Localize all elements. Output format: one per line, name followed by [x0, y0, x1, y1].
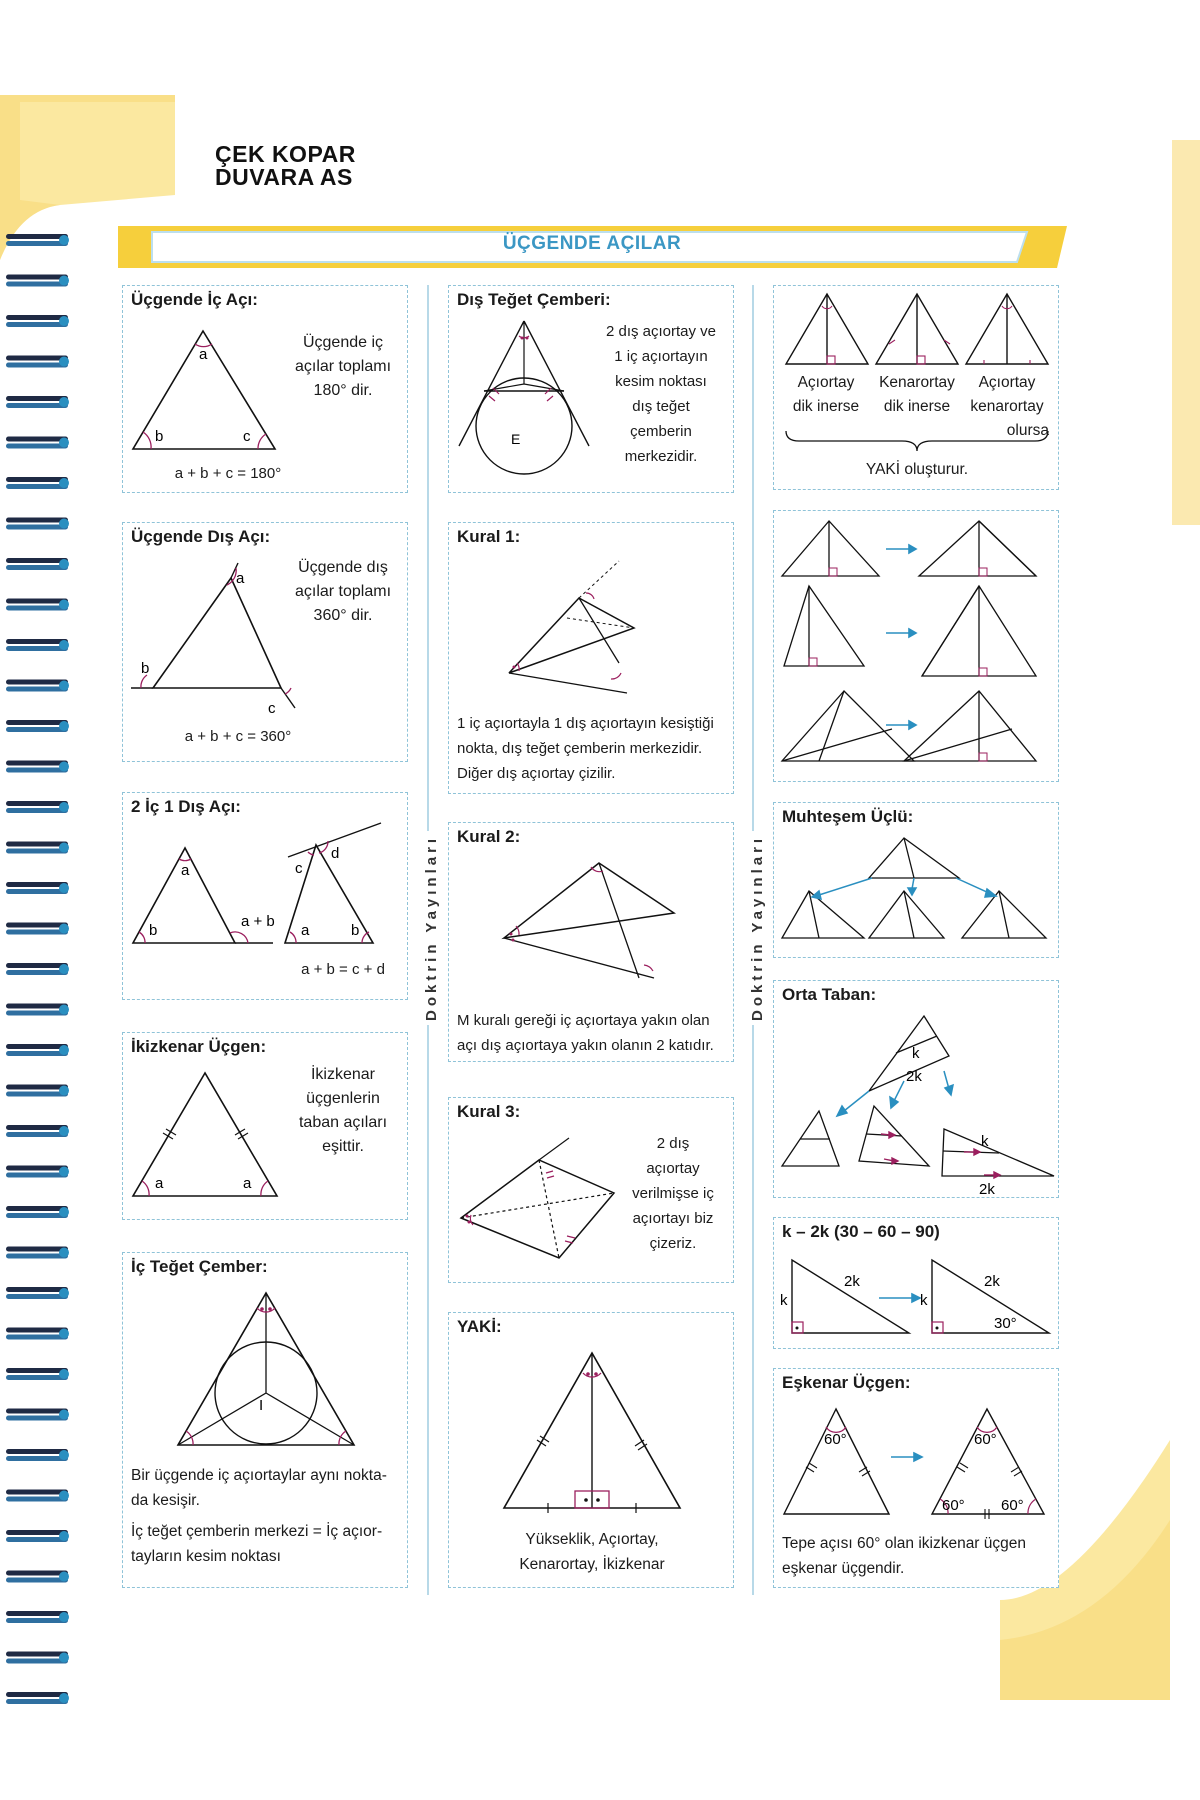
- angle-label-60: 60°: [942, 1497, 965, 1514]
- text-line: Açıortay: [797, 374, 855, 391]
- angle-label: d: [331, 845, 340, 862]
- card-title: Üçgende İç Açı:: [131, 290, 258, 309]
- text-line: da kesişir.: [131, 1492, 200, 1509]
- card-kural-1: [448, 522, 734, 794]
- text-line: dış teğet: [632, 398, 690, 415]
- text-line: Kenarortay: [879, 374, 955, 391]
- spiral-coil: [6, 1368, 69, 1380]
- card-yaki-rules: [773, 285, 1059, 490]
- card-text: [782, 1531, 1058, 1581]
- card-title: Kural 2:: [457, 827, 521, 846]
- spiral-coil: [6, 437, 69, 449]
- card-triangle-transforms: [773, 510, 1059, 782]
- text-line: çizeriz.: [649, 1235, 697, 1252]
- page-title: ÜÇGENDE AÇILAR: [502, 233, 682, 254]
- text-line: Kenarortay, İkizkenar: [519, 1556, 665, 1573]
- card-kural-3: [448, 1097, 734, 1283]
- angle-label-b: b: [141, 660, 150, 677]
- yaki-rule-1: [776, 371, 876, 419]
- card-title: İkizkenar Üçgen:: [131, 1037, 267, 1056]
- orta-taban-label: 2k: [906, 1068, 922, 1085]
- card-title: Üçgende Dış Açı:: [131, 527, 271, 546]
- text-line: açılar toplamı: [294, 583, 392, 600]
- text-line: üçgenlerin: [306, 1090, 380, 1107]
- side-label-right: Doktrin Yayınları: [743, 831, 772, 1025]
- card-title: k – 2k (30 – 60 – 90): [782, 1222, 940, 1241]
- card-text: [457, 1008, 733, 1058]
- spiral-coil: [6, 599, 69, 611]
- spiral-coil: [6, 1692, 69, 1704]
- spiral-coil: [6, 923, 69, 935]
- card-title: Dış Teğet Çemberi:: [457, 290, 611, 309]
- card-ic-teget: [122, 1252, 408, 1588]
- spiral-coil: [6, 1409, 69, 1421]
- text-line: Üçgende dış: [298, 559, 388, 576]
- spiral-binding: [0, 220, 75, 1710]
- spiral-coil: [6, 842, 69, 854]
- spiral-coil: [6, 680, 69, 692]
- text-line: Yükseklik, Açıortay,: [525, 1531, 659, 1548]
- formula: a + b + c = 180°: [174, 465, 282, 482]
- text-line: açıortayı biz: [632, 1210, 714, 1227]
- text-line: 360° dir.: [313, 607, 373, 624]
- angle-label-60: 60°: [974, 1431, 997, 1448]
- side-label-left: Doktrin Yayınları: [417, 831, 446, 1025]
- text-line: tayların kesim noktası: [131, 1548, 281, 1565]
- card-muhtesem: [773, 802, 1059, 958]
- spiral-coil: [6, 234, 69, 246]
- text-line: verilmişse iç: [632, 1185, 714, 1202]
- spiral-coil: [6, 1206, 69, 1218]
- angle-label-a: a: [199, 346, 208, 363]
- text-line: Bir üçgende iç açıortaylar aynı nokta-: [131, 1467, 387, 1484]
- card-kural-2: [448, 822, 734, 1062]
- text-line: 1 iç açıortayın: [614, 348, 708, 365]
- text-line: çemberin: [630, 423, 692, 440]
- text-line: 2 dış açıortay ve: [605, 323, 717, 340]
- spiral-coil: [6, 720, 69, 732]
- card-orta-taban: [773, 980, 1059, 1198]
- angle-label-c: c: [243, 428, 251, 445]
- spiral-coil: [6, 1449, 69, 1461]
- yaki-rule-3: [957, 371, 1057, 443]
- text-line: dik inerse: [883, 398, 951, 415]
- card-text: [131, 1463, 407, 1569]
- angle-label-60: 60°: [824, 1431, 847, 1448]
- angle-label: b: [149, 922, 158, 939]
- card-title: Orta Taban:: [782, 985, 877, 1004]
- card-eskenar: [773, 1368, 1059, 1588]
- text-line: 2 dış: [656, 1135, 690, 1152]
- text-line: açıortay: [646, 1160, 700, 1177]
- text-line: nokta, dış teğet çemberin merkezidir.: [457, 740, 703, 757]
- spiral-coil: [6, 1652, 69, 1664]
- spiral-coil: [6, 1611, 69, 1623]
- text-line: Diğer dış açıortay çizilir.: [457, 765, 616, 782]
- spiral-coil: [6, 315, 69, 327]
- spiral-coil: [6, 518, 69, 530]
- text-line: M kuralı gereği iç açıortaya yakın olan: [457, 1012, 710, 1029]
- card-title: Kural 3:: [457, 1102, 521, 1121]
- yaki-rule-2: [867, 371, 967, 419]
- brand-logo: [215, 143, 356, 189]
- spiral-coil: [6, 963, 69, 975]
- center-label: E: [511, 431, 521, 447]
- card-ikizkenar: [122, 1032, 408, 1220]
- card-title: Kural 1:: [457, 527, 521, 546]
- angle-label: a: [301, 922, 310, 939]
- text-line: İkizkenar: [310, 1066, 376, 1083]
- text-line: kesim noktası: [615, 373, 707, 390]
- angle-label-b: b: [155, 428, 164, 445]
- spiral-coil: [6, 275, 69, 287]
- card-title: 2 İç 1 Dış Açı:: [131, 797, 241, 816]
- spiral-coil: [6, 477, 69, 489]
- orta-taban-label: 2k: [979, 1181, 995, 1198]
- card-text: [589, 319, 733, 469]
- text-line: Açıortay: [978, 374, 1036, 391]
- spiral-coil: [6, 1571, 69, 1583]
- orta-taban-figure: [774, 981, 1060, 1199]
- card-text: [283, 1063, 403, 1159]
- spiral-coil: [6, 1490, 69, 1502]
- spiral-coil: [6, 1166, 69, 1178]
- card-dis-teget: [448, 285, 734, 493]
- orta-taban-label: k: [981, 1133, 989, 1150]
- k2k-figure: [774, 1218, 1060, 1350]
- text-line: eşkenar üçgendir.: [782, 1560, 905, 1577]
- k2k-label: 2k: [844, 1273, 860, 1290]
- brand-line-2: DUVARA AS: [215, 164, 353, 190]
- angle-label: a + b: [241, 913, 275, 930]
- orta-taban-label: k: [912, 1045, 920, 1062]
- angle-label: a: [181, 862, 190, 879]
- angle-label: c: [295, 860, 303, 877]
- card-text: [614, 1131, 732, 1256]
- card-title: YAKİ:: [457, 1317, 502, 1336]
- spiral-coil: [6, 396, 69, 408]
- spiral-coil: [6, 1125, 69, 1137]
- k2k-label: k: [780, 1292, 788, 1309]
- angle-label-a: a: [236, 570, 245, 587]
- spiral-coil: [6, 1530, 69, 1542]
- spiral-coil: [6, 639, 69, 651]
- text-line: olursa: [1006, 422, 1049, 439]
- spiral-coil: [6, 1044, 69, 1056]
- formula: a + b + c = 360°: [184, 728, 292, 745]
- k2k-label: 2k: [984, 1273, 1000, 1290]
- text-line: merkezidir.: [624, 448, 698, 465]
- card-k2k: [773, 1217, 1059, 1349]
- text-line: Üçgende iç: [302, 334, 384, 351]
- spiral-coil: [6, 558, 69, 570]
- spiral-coil: [6, 1085, 69, 1097]
- spiral-coil: [6, 356, 69, 368]
- card-text: [449, 1527, 735, 1577]
- spiral-coil: [6, 882, 69, 894]
- brand-line-1: ÇEK KOPAR: [215, 141, 356, 167]
- angle-label-c: c: [268, 700, 276, 717]
- text-line: açılar toplamı: [294, 358, 392, 375]
- yaki-rules-footer: YAKİ oluşturur.: [865, 461, 969, 478]
- text-line: taban açıları: [298, 1114, 388, 1131]
- card-text: [457, 711, 733, 786]
- card-text: [283, 556, 403, 628]
- angle-label-a: a: [243, 1175, 252, 1192]
- text-line: 1 iç açıortayla 1 dış açıortayın kesiştiği: [457, 715, 714, 732]
- card-title: Eşkenar Üçgen:: [782, 1373, 911, 1392]
- spiral-coil: [6, 1287, 69, 1299]
- angle-label-60: 60°: [1001, 1497, 1024, 1514]
- transform-figures: [774, 511, 1060, 783]
- angle-label: b: [351, 922, 360, 939]
- spiral-coil: [6, 1328, 69, 1340]
- spiral-coil: [6, 1004, 69, 1016]
- text-line: kenarortay: [970, 398, 1044, 415]
- card-text: [283, 331, 403, 403]
- angle-label-a: a: [155, 1175, 164, 1192]
- text-line: dik inerse: [792, 398, 860, 415]
- card-ic-aci: [122, 285, 408, 493]
- k2k-label: k: [920, 1292, 928, 1309]
- card-title: Muhteşem Üçlü:: [782, 807, 914, 826]
- center-label: I: [259, 1397, 264, 1414]
- text-line: Tepe açısı 60° olan ikizkenar üçgen: [782, 1535, 1027, 1552]
- spiral-coil: [6, 801, 69, 813]
- text-line: 180° dir.: [313, 382, 373, 399]
- card-title: İç Teğet Çember:: [131, 1257, 268, 1276]
- card-yaki: [448, 1312, 734, 1588]
- spiral-coil: [6, 1247, 69, 1259]
- card-dis-aci: [122, 522, 408, 762]
- text-line: eşittir.: [322, 1138, 364, 1155]
- muhtesem-figure: [774, 803, 1060, 959]
- text-line: İç teğet çemberin merkezi = İç açıor-: [131, 1523, 383, 1540]
- text-line: açı dış açıortaya yakın olanın 2 katıdır.: [457, 1037, 714, 1054]
- spiral-coil: [6, 761, 69, 773]
- formula: a + b = c + d: [301, 961, 385, 978]
- k2k-label: 30°: [994, 1315, 1017, 1332]
- card-iki-ic-bir-dis: [122, 792, 408, 1000]
